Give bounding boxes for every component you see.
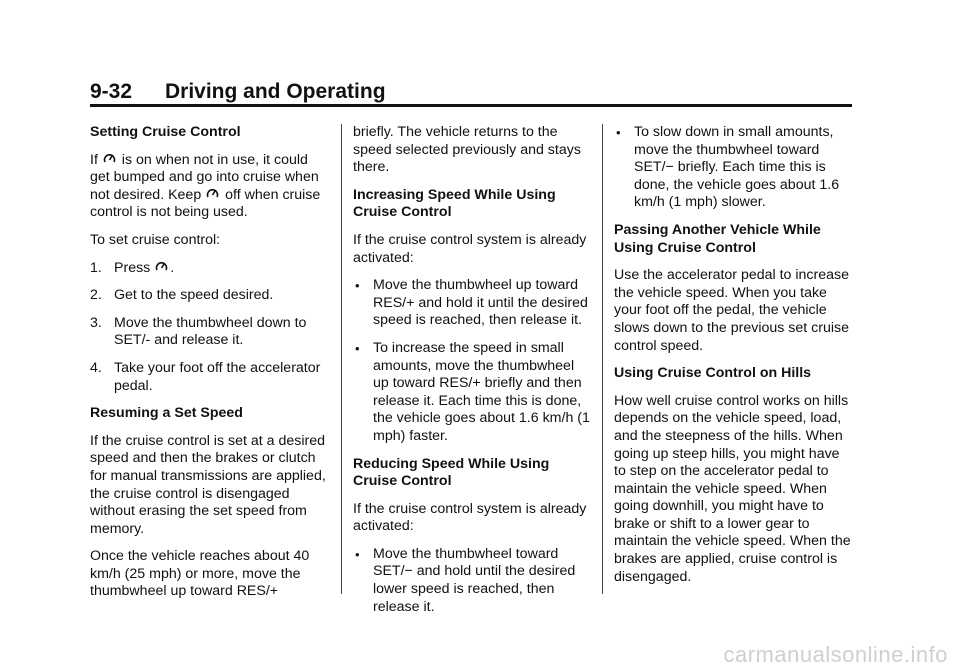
bullet-icon: • [355,278,360,294]
list-item [90,287,330,305]
section-title: Driving and Operating [165,80,386,103]
text: Move the thumbwheel toward SET/− and hold until the desired lower speed is reached, then release it. [373,545,576,615]
heading-resuming-set-speed: Resuming a Set Speed [90,405,243,422]
cruise-control-icon [206,187,219,200]
paragraph [90,152,330,222]
list-item [353,340,593,446]
list-item [614,124,854,212]
step-number: 4. [90,359,102,376]
paragraph: Use the accelerator pedal to increase the vehicle speed. When you take your foot off the pedal, the vehicle slows down to the previous set cruise control speed. [614,267,850,354]
header-divider [90,104,852,107]
paragraph: Once the vehicle reaches about 40 km/h (25 mph) or more, move the thumbwheel up toward RES/+ [90,548,310,600]
text: If [90,151,98,168]
column-divider [602,124,603,594]
text: Move the thumbwheel down to SET/- and release it. [114,314,307,349]
paragraph: briefly. The vehicle returns to the speed selected previously and stays there. [353,124,581,176]
paragraph: If the cruise control system is already activated: [353,231,587,266]
page-header [90,80,852,106]
bullet-icon: • [616,125,621,140]
list-item [353,277,593,330]
cruise-control-icon [155,260,168,273]
list-item [90,315,330,350]
watermark: carmanualsonline.info [723,642,948,667]
list-item [353,546,593,616]
column-3 [614,124,854,596]
step-number: 1. [90,259,102,276]
paragraph: How well cruise control works on hills depends on the vehicle speed, load, and the steepness of the hills. When going up steep hills, you might have to step on the accelerator pedal to maintain the vehicle speed. When going downhill, you might have to brake or shift to a lower gear to maintain the vehicle speed. When the brakes are applied, cruise control is disengaged. [614,392,851,585]
paragraph: To set cruise control: [90,231,221,248]
column-divider [341,124,342,594]
heading-reducing-speed: Reducing Speed While Using Cruise Control [353,455,550,490]
bullet-icon: • [355,546,360,562]
heading-setting-cruise-control: Setting Cruise Control [90,124,241,140]
heading-increasing-speed: Increasing Speed While Using Cruise Control [353,186,556,221]
list-item [90,260,330,278]
text: Take your foot off the accelerator pedal. [114,359,321,394]
heading-cruise-on-hills: Using Cruise Control on Hills [614,365,812,382]
text: Move the thumbwheel up toward RES/+ and hold it until the desired speed is reached, then release it. [373,277,588,329]
column-1 [90,124,330,611]
step-number: 3. [90,314,102,331]
text: To increase the speed in small amounts, move the thumbwheel up toward RES/+ briefly and then release it. Each time this is done, the vehicle goes about 1.6 km/h (1 mph) faster. [373,339,590,444]
text: . [170,259,175,276]
heading-passing-vehicle: Passing Another Vehicle While Using Cruise Control [614,221,821,256]
cruise-control-icon [103,152,116,165]
text: Get to the speed desired. [114,287,274,304]
paragraph: If the cruise control system is already activated: [353,500,587,535]
text: off when cruise control is not being used. [90,186,321,221]
step-number: 2. [90,287,102,304]
bullet-icon: • [355,340,360,356]
page-number: 9-32 [90,80,133,103]
text: Press [114,259,151,276]
list-item [90,360,330,395]
text: To slow down in small amounts, move the thumbwheel toward SET/− briefly. Each time this is done, the vehicle goes about 1.6 km/h (1 mph) slower. [634,124,840,211]
paragraph: If the cruise control is set at a desired speed and then the brakes or clutch for manual transmissions are applied, the cruise control is disengaged without erasing the set speed from memory. [90,432,326,537]
text: is on when not in use, it could get bumped and go into cruise when not desired. Keep [90,151,319,203]
column-2 [353,124,593,626]
